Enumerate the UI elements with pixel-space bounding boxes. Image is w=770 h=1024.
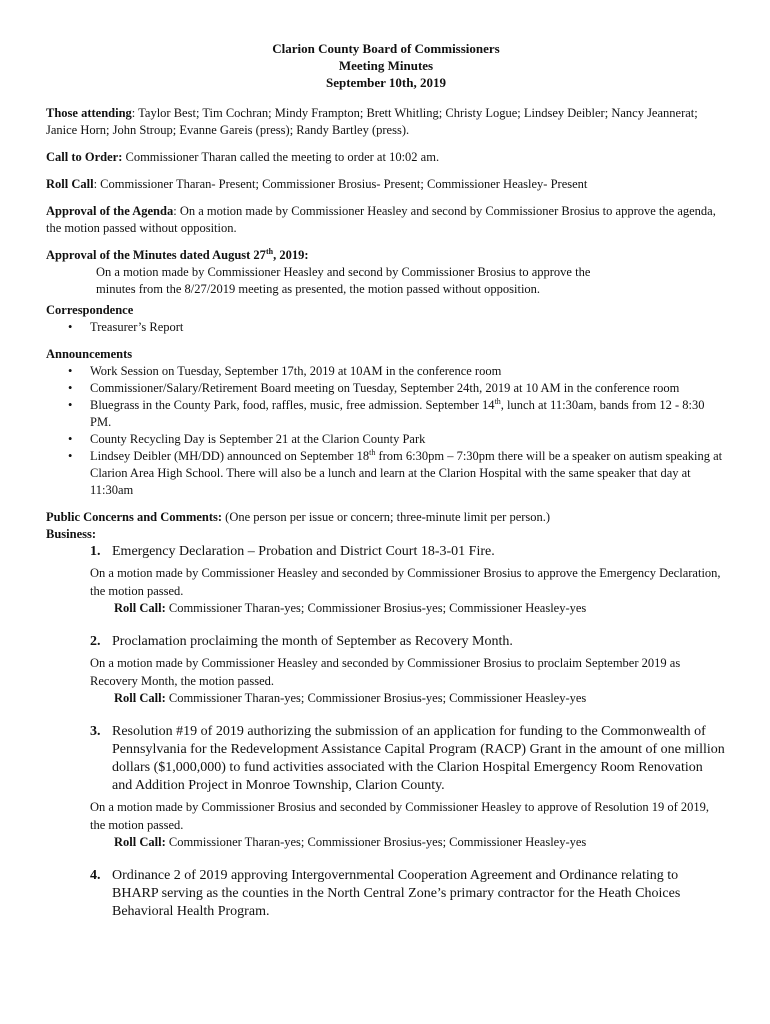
roll-call-label: Roll Call:	[114, 835, 166, 849]
public-concerns-paragraph	[46, 509, 726, 526]
announcement-text: Work Session on Tuesday, September 17th, 2019 at 10AM in the conference room	[90, 364, 502, 378]
public-concerns-label: Public Concerns and Comments:	[46, 510, 223, 524]
roll-call-label: Roll Call	[46, 177, 94, 191]
title-line-3: September 10th, 2019	[325, 75, 446, 90]
business-item-title	[90, 543, 726, 561]
list-item	[68, 396, 726, 431]
bullet-icon: •	[68, 449, 73, 463]
business-item-title-text: Emergency Declaration – Probation and District Court 18-3-01 Fire.	[112, 544, 495, 559]
correspondence-heading: Correspondence	[46, 303, 134, 317]
business-item-title-text: Proclamation proclaiming the month of September as Recovery Month.	[112, 634, 513, 649]
business-item-2	[46, 633, 726, 707]
business-item-1	[46, 543, 726, 617]
attending-paragraph	[46, 105, 726, 139]
bullet-icon: •	[68, 432, 73, 446]
minutes-motion-line-1: On a motion made by Commissioner Heasley and second by Commissioner Brosius to approve the	[96, 265, 591, 279]
business-item-number: 4.	[90, 868, 101, 883]
minutes-heading	[46, 247, 726, 264]
bullet-icon: •	[68, 320, 73, 334]
business-item-4	[46, 867, 726, 921]
bullet-icon: •	[68, 381, 73, 395]
agenda-text: : On a motion made by Commissioner Heasley and second by Commissioner Brosius to approve the agenda, the motion passed without opposition.	[46, 204, 716, 235]
business-item-motion: On a motion made by Commissioner Brosius and seconded by Commissioner Heasley to approve of Resolution 19 of 2019, the motion passed.	[90, 800, 710, 832]
minutes-motion	[46, 264, 726, 298]
business-item-3	[46, 723, 726, 851]
list-item	[68, 363, 726, 380]
roll-call-votes: Commissioner Tharan-yes; Commissioner Brosius-yes; Commissioner Heasley-yes	[165, 691, 587, 705]
roll-call-text: : Commissioner Tharan- Present; Commissioner Brosius- Present; Commissioner Heasley- Present	[93, 177, 588, 191]
title-line-2: Meeting Minutes	[338, 58, 434, 73]
bullet-icon: •	[68, 364, 73, 378]
announcement-text: Bluegrass in the County Park, food, raffles, music, free admission. September 14	[90, 398, 495, 412]
business-item-motion: On a motion made by Commissioner Heasley and seconded by Commissioner Brosius to proclaim September 2019 as Recovery Month, the motion passed.	[90, 656, 681, 688]
business-item-number: 2.	[90, 634, 101, 649]
business-item-title-text: Ordinance 2 of 2019 approving Intergovernmental Cooperation Agreement and Ordinance relating to BHARP serving as the counties in the North Central Zone’s primary contractor for the Heath Choices Behavioral Health Program.	[112, 868, 681, 919]
minutes-heading-b: , 2019:	[273, 248, 309, 262]
minutes-heading-sup: th	[265, 246, 274, 256]
business-item-motion: On a motion made by Commissioner Heasley and seconded by Commissioner Brosius to approve the Emergency Declaration, the motion passed.	[90, 566, 721, 598]
list-item	[68, 319, 726, 336]
correspondence-item-text: Treasurer’s Report	[90, 320, 184, 334]
bullet-icon: •	[68, 398, 73, 412]
business-item-number: 3.	[90, 724, 101, 739]
business-item-title	[90, 867, 726, 921]
minutes-heading-a: Approval of the Minutes dated August 27	[46, 248, 266, 262]
agenda-paragraph	[46, 203, 726, 237]
business-item-title	[90, 723, 726, 795]
list-item	[68, 431, 726, 448]
business-item-roll-call	[90, 600, 726, 617]
agenda-label: Approval of the Agenda	[46, 204, 174, 218]
announcement-text: Commissioner/Salary/Retirement Board meeting on Tuesday, September 24th, 2019 at 10 AM in the conference room	[90, 381, 680, 395]
announcement-text: , lunch at 11:30am, bands from 12 - 8:30 PM.	[90, 398, 705, 429]
call-to-order-label: Call to Order:	[46, 150, 123, 164]
public-concerns-text: (One person per issue or concern; three-minute limit per person.)	[222, 510, 551, 524]
roll-call-label: Roll Call:	[114, 601, 166, 615]
list-item	[68, 447, 726, 499]
minutes-motion-line-2: minutes from the 8/27/2019 meeting as presented, the motion passed without opposition.	[96, 282, 541, 296]
announcement-text: Lindsey Deibler (MH/DD) announced on September 18	[90, 449, 370, 463]
roll-call-paragraph	[46, 176, 726, 193]
announcement-text: from 6:30pm – 7:30pm there will be a speaker on autism speaking at Clarion Area High School. There will also be a lunch and learn at the Clarion Hospital with the same speaker that day at 11:30am	[90, 449, 723, 497]
announcement-sup: th	[494, 396, 501, 406]
announcements-list	[46, 363, 726, 499]
business-item-roll-call	[90, 690, 726, 707]
roll-call-votes: Commissioner Tharan-yes; Commissioner Brosius-yes; Commissioner Heasley-yes	[165, 835, 587, 849]
call-to-order-text: Commissioner Tharan called the meeting to order at 10:02 am.	[122, 150, 440, 164]
attending-label: Those attending	[46, 106, 132, 120]
call-to-order-paragraph	[46, 149, 726, 166]
announcement-sup: th	[369, 447, 376, 457]
list-item	[68, 380, 726, 397]
business-heading: Business:	[46, 527, 97, 541]
announcements-heading: Announcements	[46, 347, 133, 361]
title-line-1: Clarion County Board of Commissioners	[272, 41, 500, 56]
roll-call-label: Roll Call:	[114, 691, 166, 705]
business-item-number: 1.	[90, 544, 101, 559]
business-item-title	[90, 633, 726, 651]
business-item-roll-call	[90, 834, 726, 851]
roll-call-votes: Commissioner Tharan-yes; Commissioner Brosius-yes; Commissioner Heasley-yes	[165, 601, 587, 615]
attending-text: : Taylor Best; Tim Cochran; Mindy Frampton; Brett Whitling; Christy Logue; Lindsey Deibler; Nancy Jeannerat; Janice Horn; John Stroup; Evanne Gareis (press); Randy Bartley (press).	[46, 106, 698, 137]
document-title	[46, 40, 726, 91]
business-item-title-text: Resolution #19 of 2019 authorizing the submission of an application for funding to the Commonwealth of Pennsylvania for the Redevelopment Assistance Capital Program (RACP) Grant in the amount of one million dollars ($1,000,000) to fund activities associated with the Clarion Hospital Emergency Room Renovation and Addition Project in Monroe Township, Clarion County.	[112, 724, 725, 793]
correspondence-list	[46, 319, 726, 336]
announcement-text: County Recycling Day is September 21 at the Clarion County Park	[90, 432, 426, 446]
